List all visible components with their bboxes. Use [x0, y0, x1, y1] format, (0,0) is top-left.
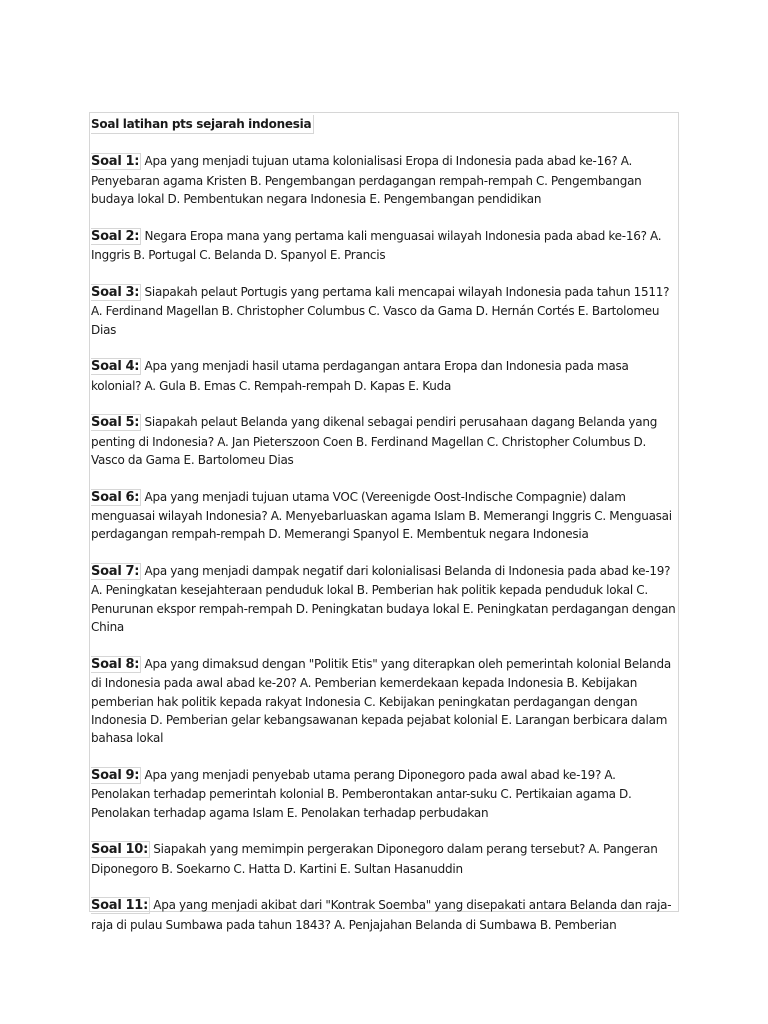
question-text: Apa yang menjadi hasil utama perdagangan antara Eropa dan Indonesia pada masa kolonial? A. Gula B. Emas C. Rempah-rempah D. Kapas E. Kuda	[91, 359, 629, 393]
question-1	[91, 152, 678, 208]
question-label: Soal 3:	[91, 284, 140, 300]
document-content	[90, 113, 678, 934]
question-label: Soal 2:	[91, 228, 140, 244]
document-title: Soal latihan pts sejarah indonesia	[91, 115, 314, 134]
question-5	[91, 413, 678, 469]
question-label: Soal 11:	[91, 898, 149, 914]
question-text: Siapakah yang memimpin pergerakan Diponegoro dalam perang tersebut? A. Pangeran Diponegoro B. Soekarno C. Hatta D. Kartini E. Sultan Hasanuddin	[91, 842, 658, 876]
question-label: Soal 8:	[91, 656, 140, 672]
question-text: Siapakah pelaut Belanda yang dikenal sebagai pendiri perusahaan dagang Belanda yang penting di Indonesia? A. Jan Pieterszoon Coen B. Ferdinand Magellan C. Christopher Columbus D. Vasco da Gama E. Bartolomeu Dias	[91, 415, 658, 468]
document-page	[89, 112, 679, 932]
question-text: Apa yang menjadi tujuan utama VOC (Vereenigde Oost-Indische Compagnie) dalam menguasai wilayah Indonesia? A. Menyebarluaskan agama Islam B. Memerangi Inggris C. Menguasai perdagangan rempah-rempah D. Memerangi Spanyol E. Membentuk negara Indonesia	[91, 489, 672, 542]
question-2	[91, 227, 678, 265]
question-text: Apa yang menjadi dampak negatif dari kolonialisasi Belanda di Indonesia pada abad ke-19? A. Peningkatan kesejahteraan penduduk lokal B. Pemberian hak politik kepada penduduk lokal C. Penurunan ekspor rempah-rempah D. Peningkatan budaya lokal E. Peningkatan perdagangan dengan China	[91, 564, 676, 635]
question-label: Soal 5:	[91, 415, 140, 431]
question-label: Soal 4:	[91, 359, 140, 375]
question-label: Soal 10:	[91, 842, 149, 858]
question-11	[91, 896, 678, 934]
question-text: Negara Eropa mana yang pertama kali menguasai wilayah Indonesia pada abad ke-16? A. Inggris B. Portugal C. Belanda D. Spanyol E. Prancis	[91, 228, 662, 263]
question-6	[91, 488, 678, 544]
question-10	[91, 840, 678, 878]
question-label: Soal 6:	[91, 489, 140, 505]
question-text: Siapakah pelaut Portugis yang pertama kali mencapai wilayah Indonesia pada tahun 1511? A. Ferdinand Magellan B. Christopher Columbus C. Vasco da Gama D. Hernán Cortés E. Bartolomeu Dias	[91, 284, 670, 337]
question-8	[91, 655, 678, 748]
question-text: Apa yang menjadi penyebab utama perang Diponegoro pada awal abad ke-19? A. Penolakan terhadap pemerintah kolonial B. Pemberontakan antar-suku C. Pertikaian agama D. Penolakan terhadap agama Islam E. Penolakan terhadap perbudakan	[91, 768, 632, 820]
question-text: Apa yang menjadi akibat dari "Kontrak Soemba" yang disepakati antara Belanda dan raja-raja di pulau Sumbawa pada tahun 1843? A. Penjajahan Belanda di Sumbawa B. Pemberian	[91, 898, 672, 932]
question-3	[91, 283, 678, 339]
question-4	[91, 357, 678, 395]
question-label: Soal 9:	[91, 768, 140, 784]
question-text: Apa yang dimaksud dengan "Politik Etis" yang diterapkan oleh pemerintah kolonial Belanda di Indonesia pada awal abad ke-20? A. Pemberian kemerdekaan kepada Indonesia B. Kebijakan pemberian hak politik kepada rakyat Indonesia C. Kebijakan peningkatan perdagangan dengan Indonesia D. Pemberian gelar kebangsawanan kepada pejabat kolonial E. Larangan berbicara dalam bahasa lokal	[91, 656, 671, 746]
question-9	[91, 766, 678, 822]
question-7	[91, 562, 678, 637]
question-label: Soal 1:	[91, 154, 140, 170]
question-text: Apa yang menjadi tujuan utama kolonialisasi Eropa di Indonesia pada abad ke-16? A. Penyebaran agama Kristen B. Pengembangan perdagangan rempah-rempah C. Pengembangan budaya lokal D. Pembentukan negara Indonesia E. Pengembangan pendidikan	[91, 154, 642, 207]
question-label: Soal 7:	[91, 564, 140, 580]
